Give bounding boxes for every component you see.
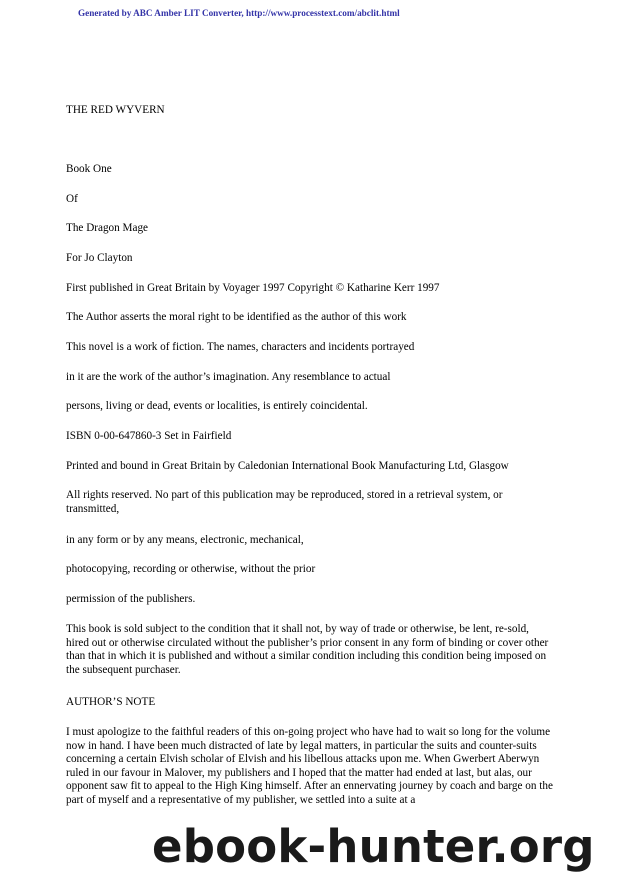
- fiction-disclaimer-line-3: persons, living or dead, events or localities, is entirely coincidental.: [66, 400, 368, 412]
- book-title: THE RED WYVERN: [66, 104, 165, 116]
- rights-line-4: permission of the publishers.: [66, 593, 196, 605]
- authors-note-paragraph: I must apologize to the faithful readers of this on-going project who have had to wait so long for the volume now in hand. I have been much distracted of late by legal matters, in particular the suits and counter-suits concerning a certain Elvish scholar of Elvish and his libellous attacks upon me. When Gwerbert Aberwyn ruled in our favour in Malover, my publishers and I hoped that the matter had ended at last, but alas, our opponent saw fit to appeal to the High King himself. After an ennervating journey by coach and barge on the part of myself and a representative of my publisher, we settled into a suite at a: [66, 726, 553, 806]
- moral-right-line: The Author asserts the moral right to be identified as the author of this work: [66, 311, 407, 323]
- fiction-disclaimer-line-2: in it are the work of the author’s imagination. Any resemblance to actual: [66, 371, 391, 383]
- rights-line-3: photocopying, recording or otherwise, without the prior: [66, 563, 316, 575]
- authors-note-heading: AUTHOR’S NOTE: [66, 696, 156, 708]
- publication-line: First published in Great Britain by Voyager 1997 Copyright © Katharine Kerr 1997: [66, 282, 440, 294]
- fiction-disclaimer-line-1: This novel is a work of fiction. The names, characters and incidents portrayed: [66, 341, 415, 353]
- printed-line: Printed and bound in Great Britain by Caledonian International Book Manufacturing Ltd, Glasgow: [66, 460, 509, 472]
- dedication: For Jo Clayton: [66, 252, 133, 264]
- generator-header-link[interactable]: Generated by ABC Amber LIT Converter, http://www.processtext.com/abclit.html: [78, 8, 400, 18]
- rights-line-2: in any form or by any means, electronic, mechanical,: [66, 534, 304, 546]
- ebook-hunter-watermark: ebook-hunter.org: [152, 820, 595, 873]
- book-number: Book One: [66, 163, 112, 175]
- series-title: The Dragon Mage: [66, 222, 149, 234]
- rights-paragraph: All rights reserved. No part of this publication may be reproduced, stored in a retrieval system, or transmitted,: [66, 489, 503, 515]
- condition-paragraph: This book is sold subject to the condition that it shall not, by way of trade or otherwise, be lent, re-sold, hired out or otherwise circulated without the publisher’s prior consent in any form of binding or cover other than that in which it is published and without a similar condition including this condition being imposed on the subsequent purchaser.: [66, 623, 549, 676]
- of-label: Of: [66, 193, 78, 205]
- isbn-line: ISBN 0-00-647860-3 Set in Fairfield: [66, 430, 232, 442]
